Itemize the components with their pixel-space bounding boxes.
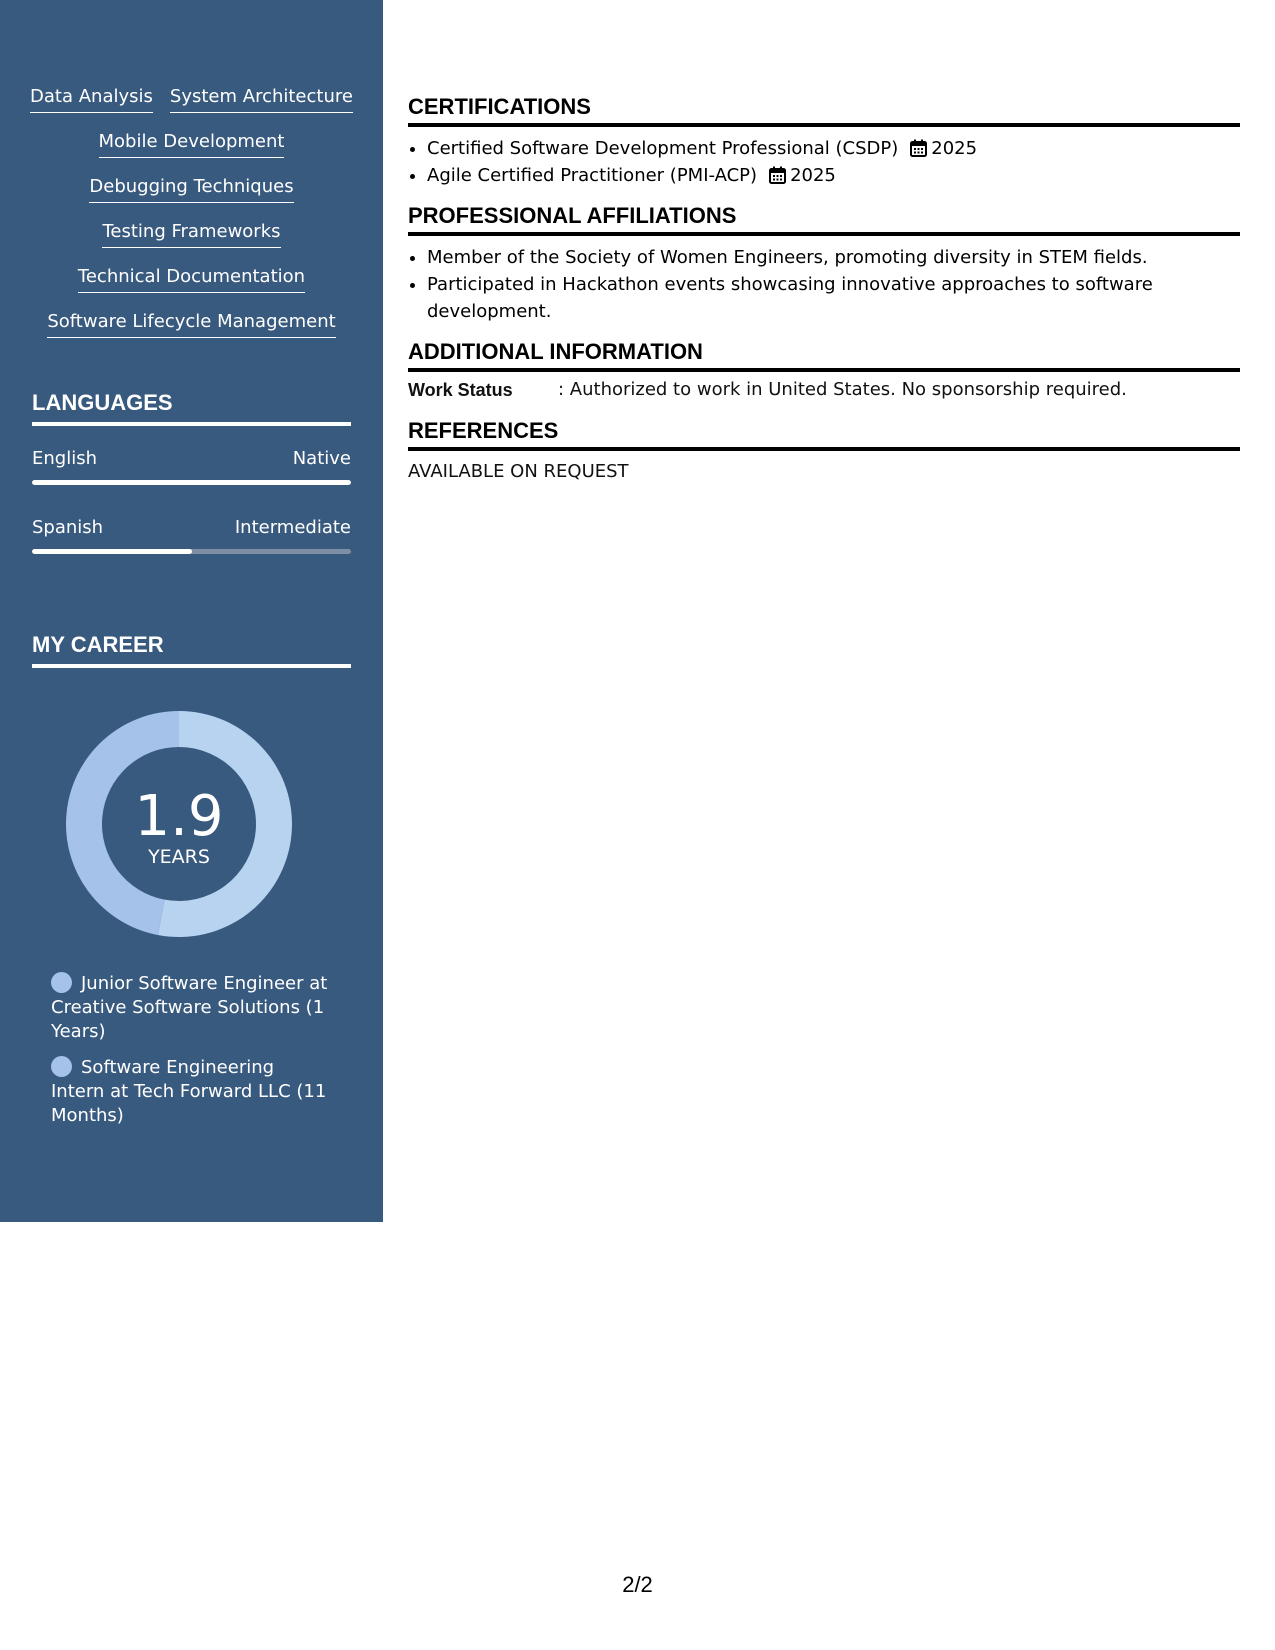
certification-name: Certified Software Development Professional (CSDP) [427,138,899,159]
language-english [32,448,351,485]
language-name: Spanish [32,517,104,538]
career-unit: YEARS [148,846,210,868]
skill-row [20,221,363,248]
certification-year: 2025 [931,138,978,159]
calendar-icon [910,139,927,157]
language-name: English [32,448,97,469]
career-legend-label: Software Engineering Intern at Tech Forward LLC (11 Months) [51,1057,327,1126]
affiliation-item: • Member of the Society of Women Engineers, promoting diversity in STEM fields. [427,244,1240,271]
language-spanish [32,517,351,554]
language-bar-fill [32,480,351,485]
skills-list [20,86,363,356]
language-level: Native [292,448,351,469]
career-legend-item [51,1056,331,1128]
career-total-years: 1.9 [134,784,224,849]
skill-row [20,266,363,293]
career-heading: MY CAREER [32,632,351,668]
language-bar [32,480,351,485]
language-bar-fill [32,549,192,554]
additional-info-heading: ADDITIONAL INFORMATION [408,339,1240,372]
skill-row [20,176,363,203]
career-legend-item [51,972,331,1044]
sidebar [0,0,383,1222]
skill-tag[interactable]: Mobile Development [99,131,285,158]
skill-row [20,131,363,158]
language-bar [32,549,351,554]
references-heading: REFERENCES [408,418,1240,451]
legend-dot-icon [51,1056,72,1077]
skill-tag[interactable]: Testing Frameworks [102,221,280,248]
main-content [408,0,1240,482]
work-status-value: : Authorized to work in United States. No sponsorship required. [558,379,1127,400]
certification-name: Agile Certified Practitioner (PMI-ACP) [427,165,758,186]
references-text: AVAILABLE ON REQUEST [408,461,629,482]
languages-heading: LANGUAGES [32,390,351,426]
skill-tag[interactable]: Software Lifecycle Management [47,311,335,338]
skill-tag[interactable]: Technical Documentation [78,266,305,293]
skill-tag[interactable]: Data Analysis [30,86,153,113]
calendar-icon [769,166,786,184]
certification-year: 2025 [790,165,836,186]
skill-row [20,86,363,113]
affiliations-list [408,244,1240,325]
skill-tag[interactable]: Debugging Techniques [89,176,293,203]
certifications-heading: CERTIFICATIONS [408,94,1240,127]
legend-dot-icon [51,972,72,993]
skill-row [20,311,363,338]
language-level: Intermediate [234,517,351,538]
page-number: 2/2 [622,1572,653,1597]
certifications-list [408,135,1240,189]
certification-item [427,162,1240,189]
certification-item [427,135,1240,162]
career-legend-label: Junior Software Engineer at Creative Software Solutions (1 Years) [51,973,328,1042]
career-donut-chart [66,711,292,937]
career-legend [51,972,331,1140]
affiliation-item: • Participated in Hackathon events showcasing innovative approaches to software development. [427,271,1240,325]
work-status-row [408,378,1240,402]
skill-tag[interactable]: System Architecture [170,86,353,113]
affiliations-heading: PROFESSIONAL AFFILIATIONS [408,203,1240,236]
work-status-label: Work Status [408,380,513,400]
